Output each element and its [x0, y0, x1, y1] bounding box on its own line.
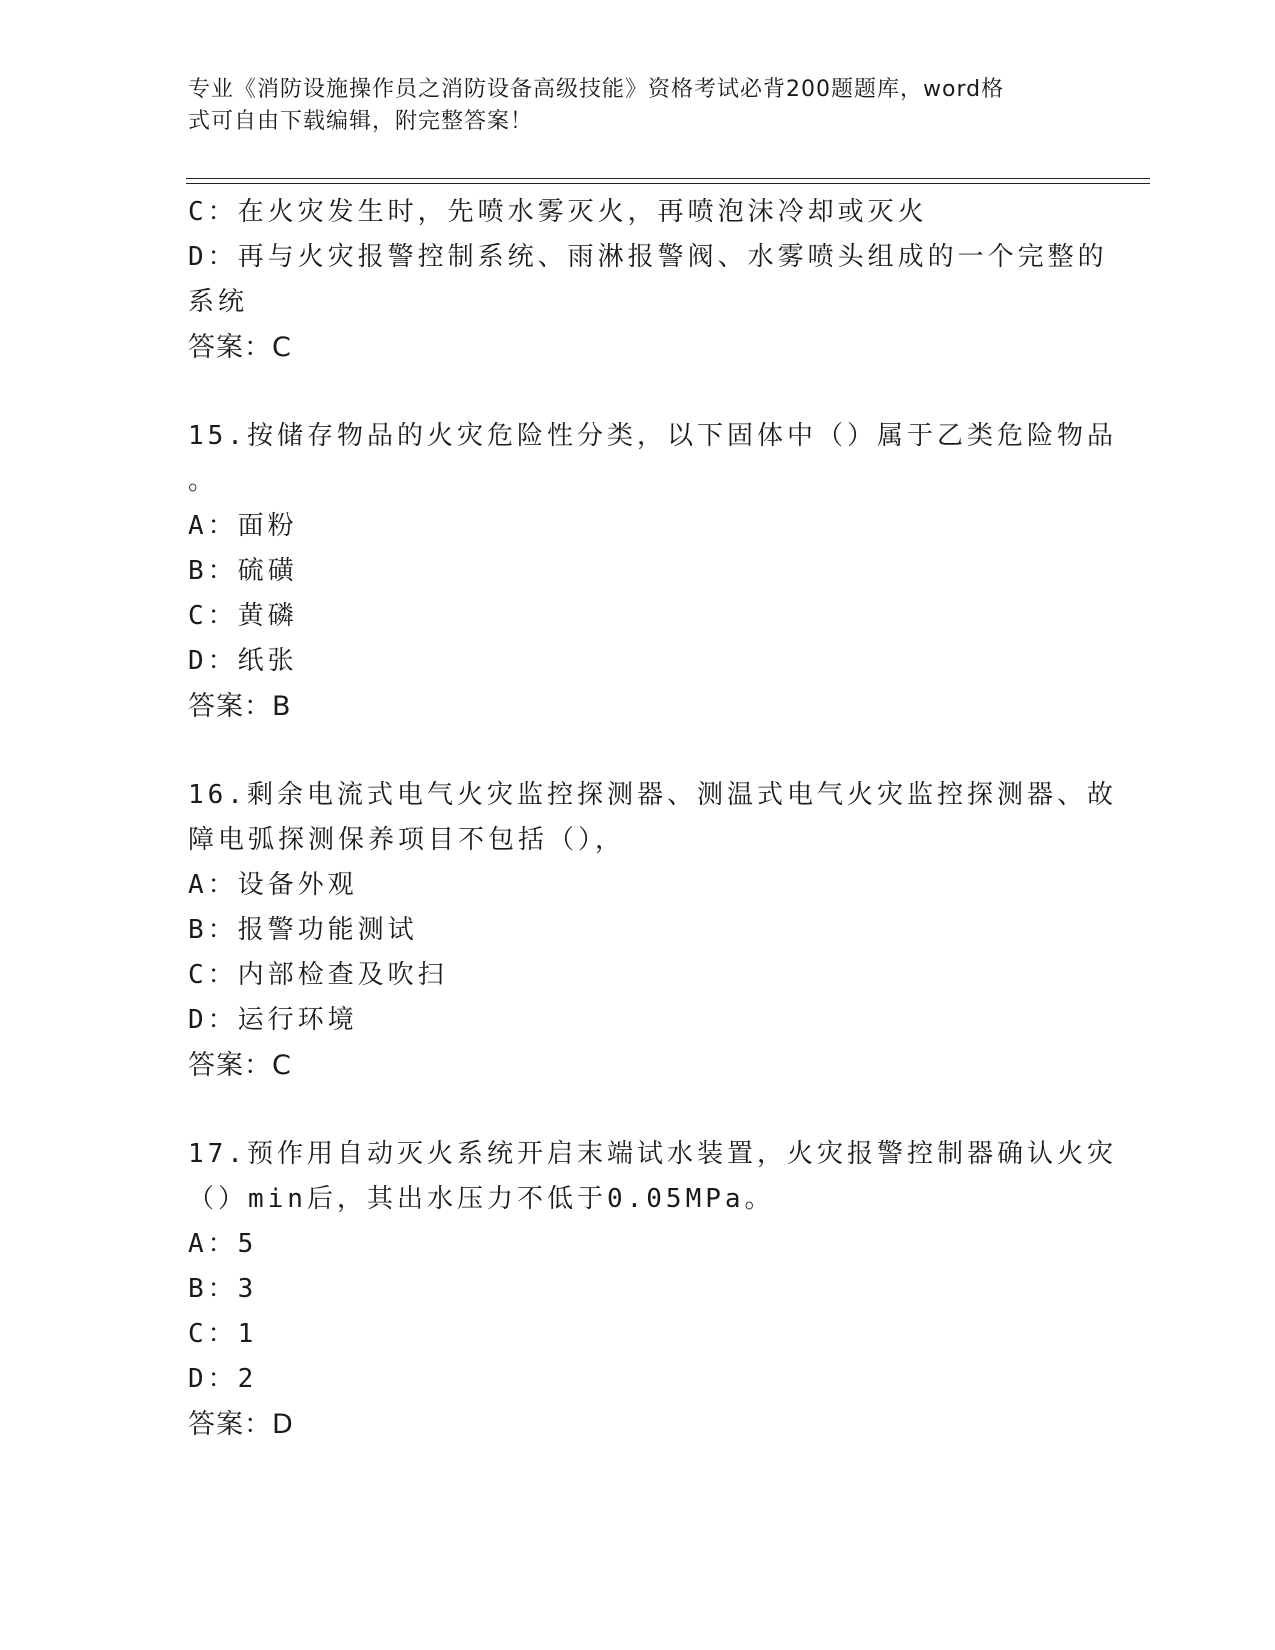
option-d: D：再与火灾报警控制系统、雨淋报警阀、水雾喷头组成的一个完整的: [188, 242, 1108, 272]
header-line-2: 式可自由下载编辑，附完整答案！: [188, 109, 534, 134]
question-stem-continued: 障电弧探测保养项目不包括（），: [188, 825, 626, 855]
answer: 答案：C: [188, 332, 292, 363]
option-d-continued: 系统: [188, 287, 249, 317]
option-c: C：1: [188, 1319, 258, 1349]
answer: 答案：C: [188, 1050, 292, 1081]
question-16: [188, 773, 1117, 1089]
question-stem-continued: 。: [188, 466, 219, 496]
option-b: B：硫磺: [188, 556, 298, 586]
document-header: [188, 74, 1078, 138]
option-b: B：报警功能测试: [188, 915, 418, 945]
option-b: B：3: [188, 1274, 258, 1304]
question-stem: 15.按储存物品的火灾危险性分类，以下固体中（）属于乙类危险物品: [188, 421, 1117, 451]
answer: 答案：D: [188, 1409, 294, 1440]
header-divider-bottom: [186, 183, 1150, 184]
option-c: C：内部检查及吹扫: [188, 960, 448, 990]
option-c: C：黄磷: [188, 601, 298, 631]
question-stem-continued: （）min后，其出水压力不低于0.05MPa。: [188, 1184, 775, 1214]
option-d: D：纸张: [188, 646, 298, 676]
option-d: D：运行环境: [188, 1005, 358, 1035]
header-line-1: 专业《消防设施操作员之消防设备高级技能》资格考试必背200题题库，word格: [188, 77, 1005, 102]
question-17: [188, 1132, 1117, 1448]
answer: 答案：B: [188, 691, 292, 722]
question-list: [188, 190, 1117, 1448]
question-stem: 16.剩余电流式电气火灾监控探测器、测温式电气火灾监控探测器、故: [188, 780, 1117, 810]
header-divider-top: [186, 178, 1150, 179]
question-15: [188, 414, 1117, 730]
question-stem: 17.预作用自动灭火系统开启末端试水装置，火灾报警控制器确认火灾: [188, 1139, 1117, 1169]
previous-question-tail: [188, 190, 1108, 371]
option-a: A：5: [188, 1229, 258, 1259]
option-d: D：2: [188, 1364, 258, 1394]
option-a: A：面粉: [188, 511, 298, 541]
option-c: C：在火灾发生时，先喷水雾灭火，再喷泡沫冷却或灭火: [188, 197, 928, 227]
option-a: A：设备外观: [188, 870, 358, 900]
